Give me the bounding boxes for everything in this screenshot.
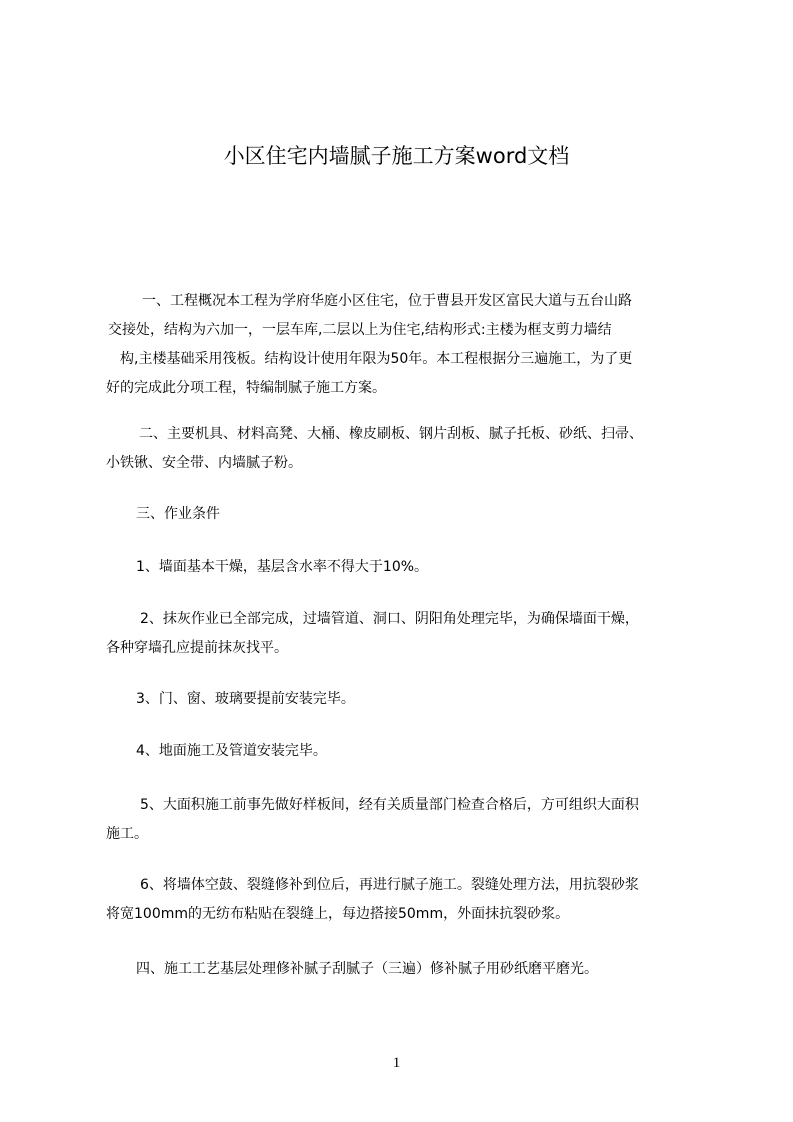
paragraph-tools [106,420,718,478]
text-line: 3、门、窗、玻璃要提前安装完毕。 [136,691,355,707]
text-line: 将宽100mm的无纺布粘贴在裂缝上，每边搭接50mm，外面抹抗裂砂浆。 [106,906,570,922]
condition-item-6 [106,871,718,929]
text-line: 2、抹灰作业已全部完成，过墙管道、洞口、阴阳角处理完毕，为确保墙面干燥， [140,611,639,627]
text-line: 构,主楼基础采用筏板。结构设计使用年限为50年。本工程根据分三遍施工，为了更 [120,351,633,367]
text-line: 1、墙面基本干燥，基层含水率不得大于10%。 [136,559,429,575]
text-line: 5、大面积施工前事先做好样板间，经有关质量部门检查合格后，方可组织大面积 [140,797,639,813]
condition-item-4 [106,737,718,766]
condition-item-5 [106,791,718,849]
text-line: 三、作业条件 [136,506,220,522]
page-number: 1 [392,1055,401,1071]
text-line: 4、地面施工及管道安装完毕。 [136,743,327,759]
condition-item-1 [106,553,718,582]
text-line: 各种穿墙孔应提前抹灰找平。 [106,640,288,656]
text-line: 一、工程概况本工程为学府华庭小区住宅，位于曹县开发区富民大道与五台山路 [142,293,632,309]
text-line: 二、主要机具、材料高凳、大桶、橡皮刷板、钢片刮板、腻子托板、砂纸、扫帚、 [139,426,643,442]
text-line: 小铁锹、安全带、内墙腻子粉。 [106,455,302,471]
section-heading-conditions [106,500,718,529]
text-line: 6、将墙体空鼓、裂缝修补到位后，再进行腻子施工。裂缝处理方法，用抗裂砂浆 [140,877,639,893]
condition-item-2 [106,605,718,663]
text-line: 交接处，结构为六加一，一层车库,二层以上为住宅,结构形式:主楼为框支剪力墙结 [108,322,612,338]
text-line: 四、施工工艺基层处理修补腻子刮腻子（三遍）修补腻子用砂纸磨平磨光。 [136,961,598,977]
document-title: 小区住宅内墙腻子施工方案word文档 [223,144,570,168]
text-line: 施工。 [106,826,148,842]
condition-item-3 [106,685,718,714]
paragraph-overview [106,287,718,403]
text-line: 好的完成此分项工程，特编制腻子施工方案。 [106,380,386,396]
paragraph-process [106,955,718,984]
